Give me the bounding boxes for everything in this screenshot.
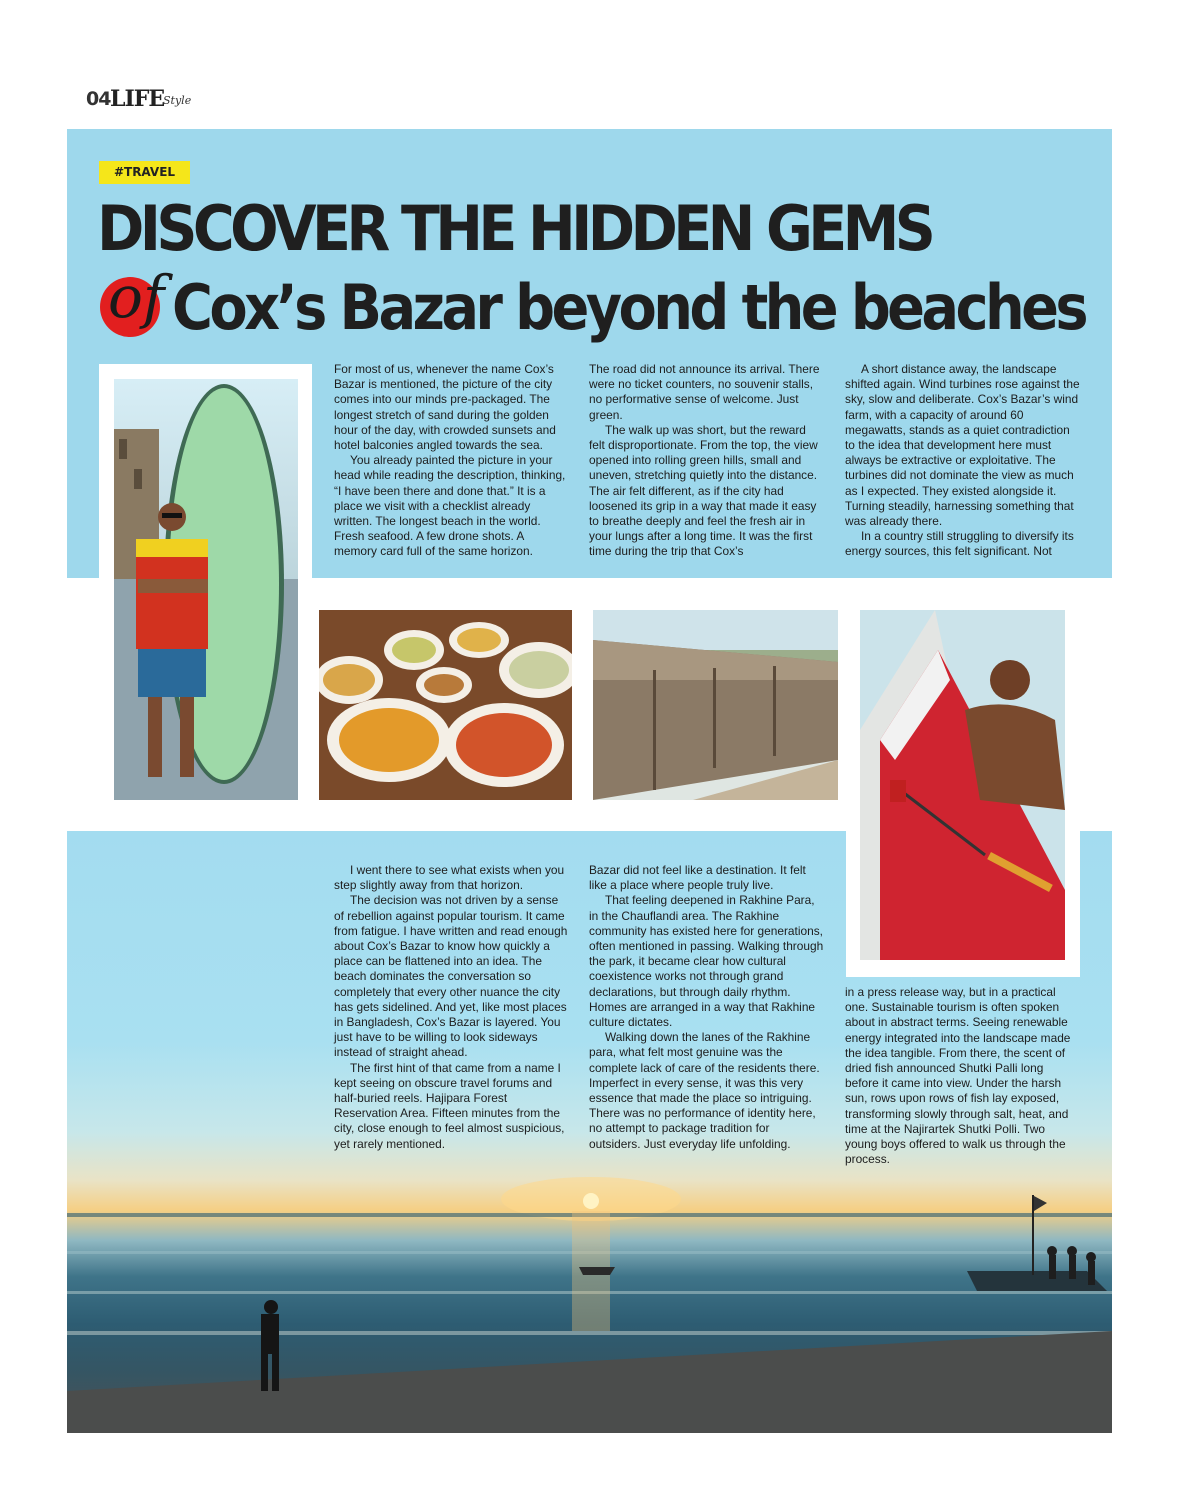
paragraph: You already painted the picture in your head while reading the description, thinking, “I have been there and done that.” It is a place we visit with a checklist already written. The longest beach in the world. Fresh seafood. A few drone shots. A memory card full of the same horizon. xyxy=(334,453,566,559)
article-column-3-bottom xyxy=(845,985,1080,1167)
paragraph: For most of us, whenever the name Cox’s Bazar is mentioned, the picture of the city comes into our minds pre-packaged. The longest stretch of sand during the golden hour of the day, with crowded sunsets and hotel balconies angled towards the sea. xyxy=(334,362,556,453)
article-column-2-bottom xyxy=(589,863,824,1152)
article-column-1-bottom xyxy=(334,863,569,1152)
page-number: 04 xyxy=(86,88,111,110)
paragraph: A short distance away, the landscape shifted again. Wind turbines rose against the sky, slow and deliberate. Cox’s Bazar’s wind farm, with a capacity of around 60 megawatts, stands as a quiet contradiction to the idea that development here must always be extractive or exploitative. The turbines did not dominate the view as much as I expected. They existed alongside it. Turning steadily, harnessing something that was already there. xyxy=(845,362,1080,529)
paragraph: The walk up was short, but the reward felt disproportionate. From the top, the view opened into rolling green hills, small and uneven, stretching quietly into the distance. The air felt different, as if the city had loosened its grip in a way that made it easy to breathe deeply and feel the fresh air in your lungs after a long time. It was the first time during the trip that Cox’s xyxy=(589,422,818,559)
surfer-photo xyxy=(114,379,298,800)
magazine-logo-sub: Style xyxy=(163,94,192,107)
paragraph: Walking down the lanes of the Rakhine para, what felt most genuine was the complete lack of care of the residents there. Imperfect in every sense, it was this very essence that made the place so intriguing. There was no performance of identity here, no attempt to package tradition for outsiders. Just everyday life unfolding. xyxy=(589,1030,820,1151)
paragraph: The decision was not driven by a sense of rebellion against popular tourism. It came from fatigue. I have written and read enough about Cox’s Bazar to know how quickly a place can be flattened into an idea. The beach dominates the conversation so completely that every other nuance the city has gets sidelined. And yet, like most places in Bangladesh, Cox’s Bazar is layered. You just have to be willing to look sideways instead of straight ahead. xyxy=(334,893,568,1060)
article-column-3-top xyxy=(845,362,1080,560)
headline-line-2: Cox’s Bazar beyond the beaches xyxy=(172,271,1085,344)
boat-painter-photo xyxy=(860,610,1065,960)
dried-fish-racks-photo xyxy=(593,610,838,800)
paragraph: I went there to see what exists when you step slightly away from that horizon. xyxy=(334,863,565,893)
headline-line-1: DISCOVER THE HIDDEN GEMS xyxy=(97,192,932,265)
headline-of: of xyxy=(108,263,165,331)
paragraph: In a country still struggling to diversify its energy sources, this felt significant. Not xyxy=(845,529,1074,559)
category-tag: #TRAVEL xyxy=(99,161,190,184)
paragraph: Bazar did not feel like a destination. It felt like a place where people truly live. xyxy=(589,863,806,893)
magazine-logo: LIFE xyxy=(110,86,165,112)
paragraph: The road did not announce its arrival. There were no ticket counters, no souvenir stalls, no performative sense of welcome. Just green. xyxy=(589,362,820,422)
paragraph: The first hint of that came from a name I kept seeing on obscure travel forums and half-buried reels. Hajipara Forest Reservation Area. Fifteen minutes from the city, close enough to feel almost suspicious, yet rarely mentioned. xyxy=(334,1060,565,1151)
article-column-1-top xyxy=(334,362,569,560)
article-column-2-top xyxy=(589,362,824,560)
paragraph: in a press release way, but in a practical one. Sustainable tourism is often spoken about in abstract terms. Seeing renewable energy integrated into the landscape made the idea tangible. From there, the scent of dried fish announced Shutki Palli long before it came into view. Under the harsh sun, rows upon rows of fish lay exposed, transforming slowly through salt, heat, and time at the Najirartek Shutki Polli. Two young boys offered to walk us through the process. xyxy=(845,985,1071,1167)
food-bowls-photo xyxy=(319,610,572,800)
paragraph: That feeling deepened in Rakhine Para, in the Chauflandi area. The Rakhine community has existed here for generations, often mentioned in passing. Walking through the park, it became clear how cultural coexistence works not through grand declarations, but through daily rhythm. Homes are arranged in a way that Rakhine culture dictates. xyxy=(589,893,824,1030)
